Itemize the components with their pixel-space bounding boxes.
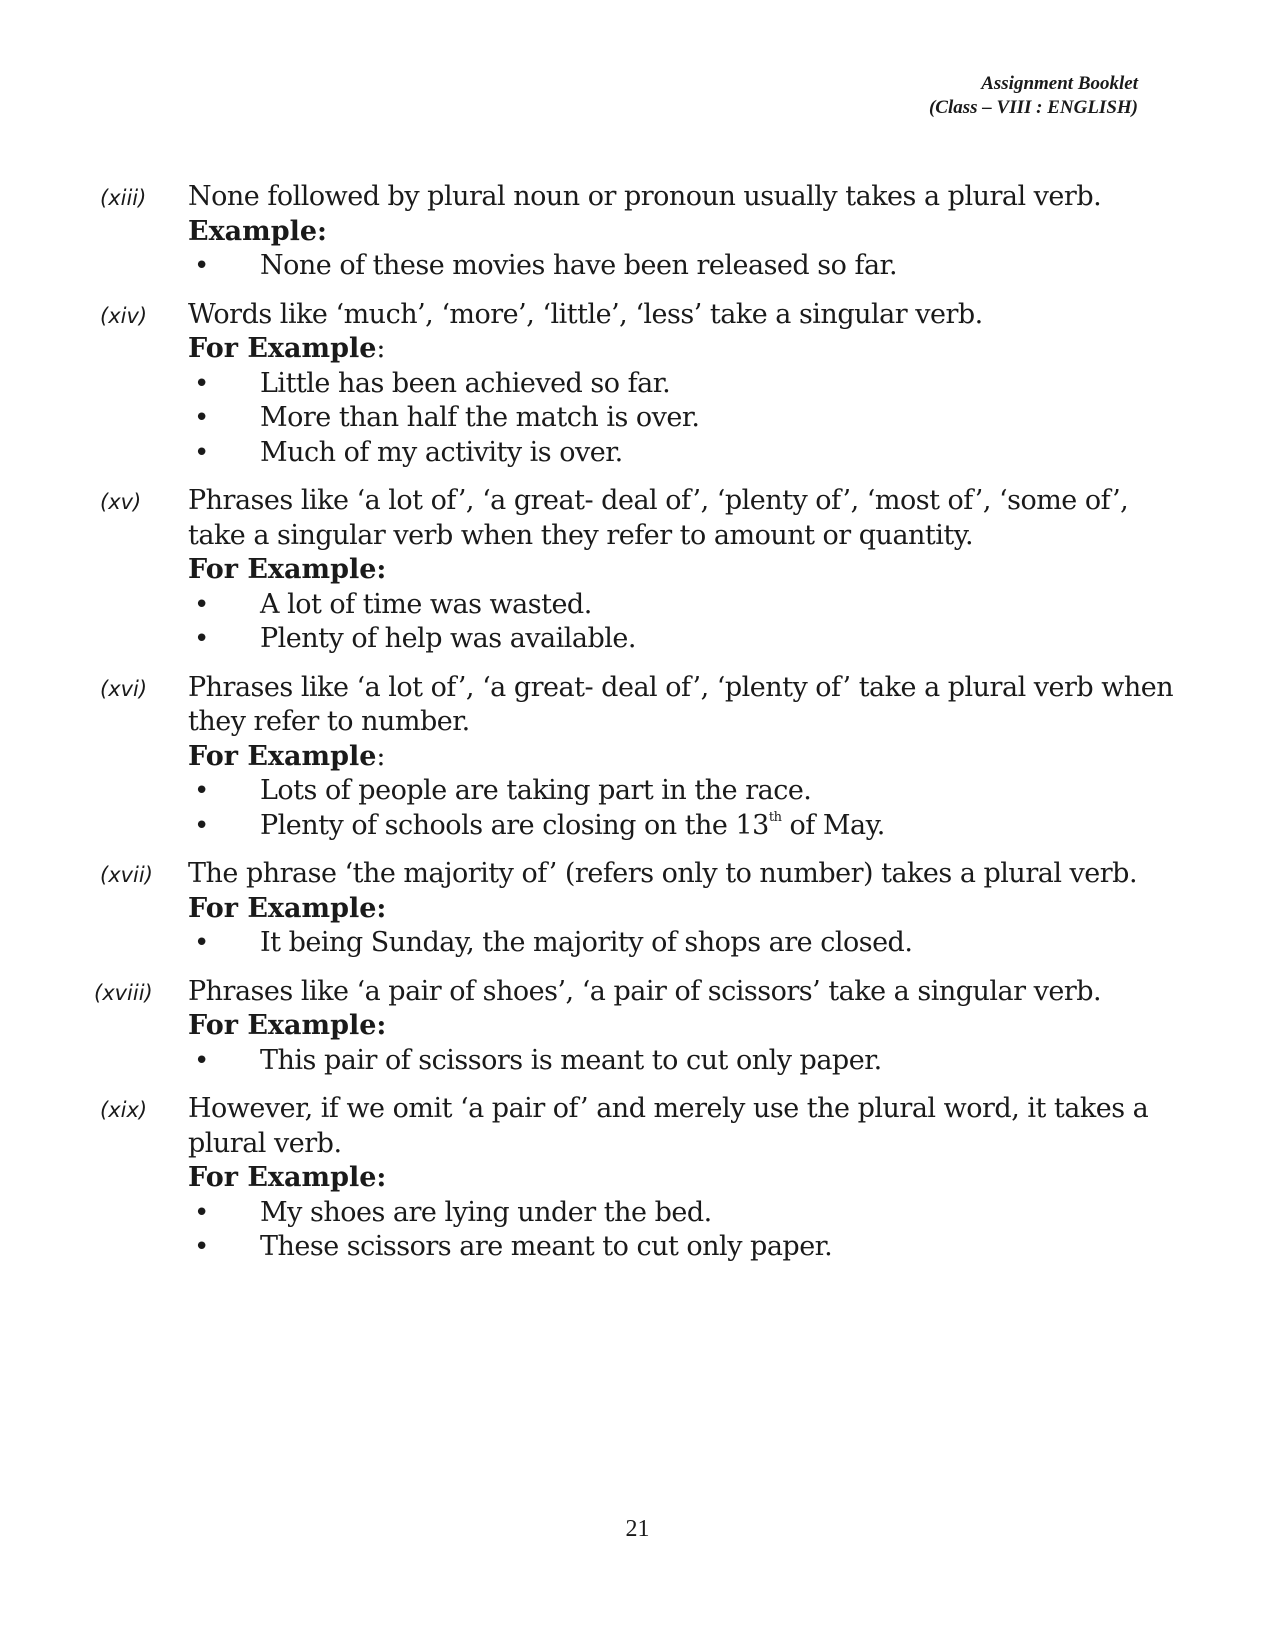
example-heading: For Example: xyxy=(188,554,387,585)
class-subject: (Class – VIII : ENGLISH) xyxy=(928,97,1138,118)
rule-text: None followed by plural noun or pronoun usually takes a plural verb. xyxy=(188,181,1102,212)
rule-xv xyxy=(100,484,1180,657)
example-list xyxy=(188,1196,1180,1265)
list-item: • Plenty of schools are closing on the 13th of May. xyxy=(188,809,1180,844)
rule-text: Words like ‘much’, ‘more’, ‘little’, ‘less’ take a singular verb. xyxy=(188,298,983,330)
list-item: • A lot of time was wasted. xyxy=(188,588,1180,623)
rule-text: Phrases like ‘a pair of shoes’, ‘a pair of scissors’ take a singular verb. xyxy=(188,975,1102,1007)
booklet-title: Assignment Booklet xyxy=(981,73,1138,94)
rule-text: The phrase ‘the majority of’ (refers only to number) takes a plural verb. xyxy=(188,858,1138,889)
example-heading: For Example: xyxy=(188,1010,387,1041)
rule-number: (xix) xyxy=(100,1098,148,1122)
list-item: • These scissors are meant to cut only paper. xyxy=(188,1230,1180,1265)
rule-xvii xyxy=(100,857,1180,961)
rule-number: (xvi) xyxy=(100,676,148,701)
list-item: • My shoes are lying under the bed. xyxy=(188,1196,1180,1231)
example-heading: For Example: xyxy=(188,1162,387,1193)
rules-list xyxy=(94,180,1180,1279)
example-list xyxy=(188,588,1180,657)
rule-text: Phrases like ‘a lot of’, ‘a great- deal of’, ‘plenty of’, ‘most of’, ‘some of’, take a singular verb when they refer to amount or quantity. xyxy=(188,485,1129,551)
example-heading: For Example: xyxy=(188,740,386,772)
page-number: 21 xyxy=(625,1516,650,1542)
rule-number: (xvii) xyxy=(100,863,153,887)
rule-number: (xiii) xyxy=(100,186,147,210)
list-item: • It being Sunday, the majority of shops are closed. xyxy=(188,926,1180,961)
rule-text: Phrases like ‘a lot of’, ‘a great- deal of’, ‘plenty of’ take a plural verb when they refer to number. xyxy=(188,671,1174,737)
rule-xix xyxy=(100,1092,1180,1265)
list-item: • None of these movies have been released so far. xyxy=(188,249,1180,284)
example-heading: Example: xyxy=(188,215,328,247)
example-heading: For Example: xyxy=(188,892,387,924)
list-item: • Lots of people are taking part in the race. xyxy=(188,774,1180,809)
example-list xyxy=(188,367,1180,471)
rule-xvi xyxy=(100,671,1180,844)
rule-text: However, if we omit ‘a pair of’ and merely use the plural word, it takes a plural verb. xyxy=(188,1093,1149,1159)
list-item: • Much of my activity is over. xyxy=(188,436,1180,471)
rule-xiv xyxy=(100,298,1180,471)
example-list xyxy=(188,774,1180,843)
list-item: • More than half the match is over. xyxy=(188,401,1180,436)
rule-xiii xyxy=(100,180,1180,284)
rule-xviii xyxy=(94,975,1180,1079)
page-header xyxy=(929,72,1138,120)
rule-number: (xv) xyxy=(100,490,142,514)
list-item: • Little has been achieved so far. xyxy=(188,367,1180,402)
example-list xyxy=(188,249,1180,284)
rule-number: (xviii) xyxy=(94,980,153,1005)
list-item: • This pair of scissors is meant to cut only paper. xyxy=(188,1044,1180,1079)
list-item: • Plenty of help was available. xyxy=(188,622,1180,657)
rule-number: (xiv) xyxy=(100,303,148,328)
example-list xyxy=(188,926,1180,961)
example-heading: For Example: xyxy=(188,333,386,364)
example-list xyxy=(188,1044,1180,1079)
